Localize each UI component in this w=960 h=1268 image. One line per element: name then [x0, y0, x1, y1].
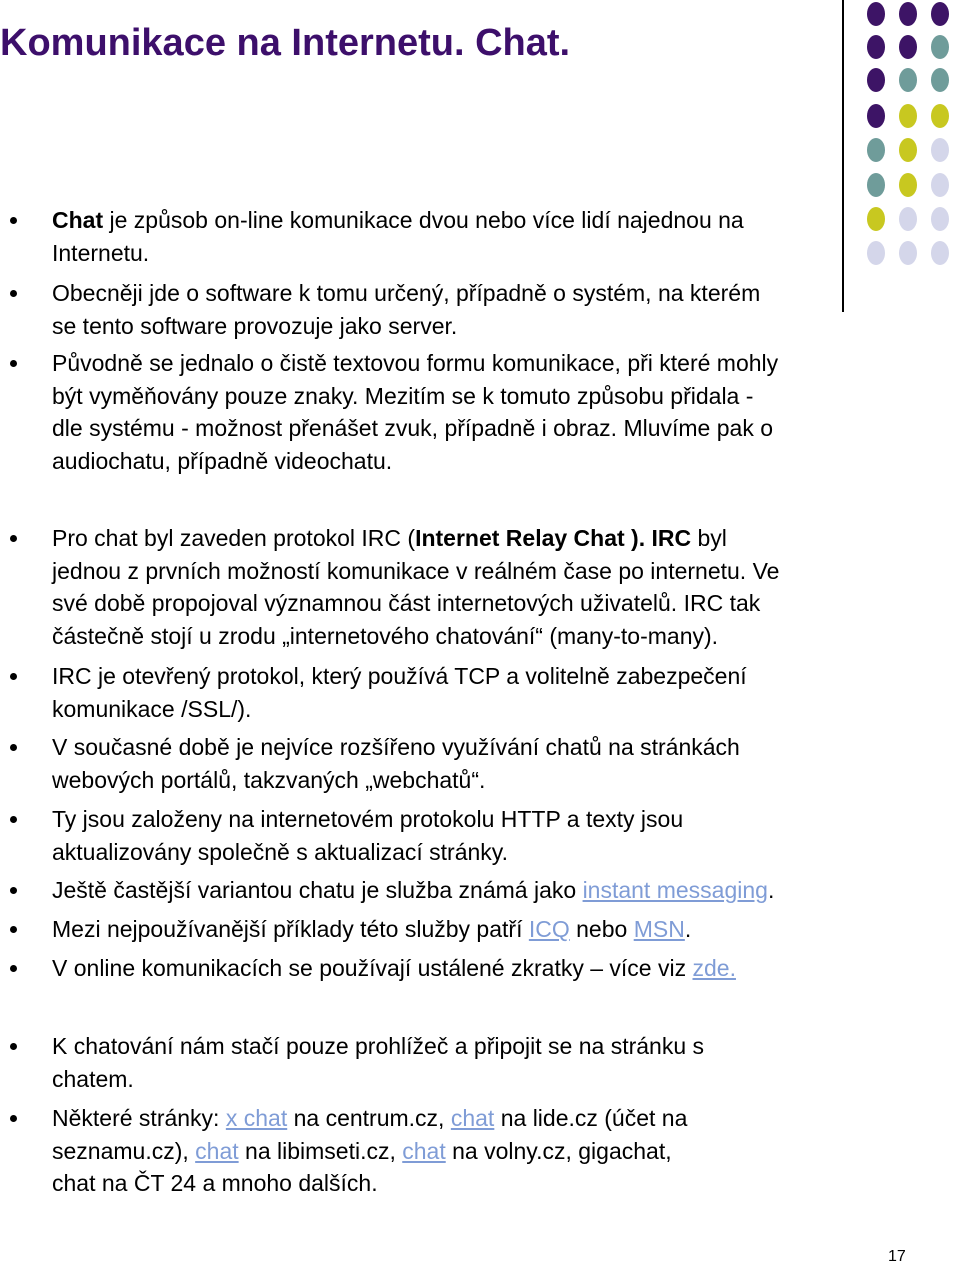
bullet-item	[52, 913, 912, 946]
text-span: své době propojoval významnou část internetových uživatelů. IRC tak	[52, 590, 761, 616]
text-span: je způsob on-line komunikace dvou nebo více lidí najednou na	[103, 207, 744, 233]
hyperlink[interactable]: chat	[450, 1105, 495, 1131]
text-line	[52, 347, 912, 380]
text-span: být vyměňovány pouze znaky. Mezitím se k tomuto způsobu přidala -	[52, 382, 754, 409]
text-line	[52, 620, 912, 653]
text-line	[52, 1030, 912, 1063]
bullet-dot-icon	[10, 887, 17, 894]
text-line	[52, 913, 912, 946]
text-span: aktualizovány společně s aktualizací stránky.	[52, 838, 508, 865]
bullet-item	[52, 204, 912, 269]
bullet-item	[52, 347, 912, 477]
text-line	[52, 1063, 912, 1096]
hyperlink[interactable]: zde.	[692, 955, 736, 981]
text-span: jednou z prvních možností komunikace v reálném čase po internetu. Ve	[52, 557, 780, 584]
text-span: na centrum.cz,	[287, 1105, 451, 1131]
text-span: audiochatu, případně videochatu.	[52, 447, 393, 474]
bullet-item	[52, 731, 912, 796]
bullet-dot-icon	[10, 965, 17, 972]
text-span: Mezi nejpoužívanější příklady této služby patří	[52, 916, 529, 942]
text-line	[52, 803, 912, 836]
hyperlink[interactable]: instant messaging	[582, 877, 768, 903]
text-span: seznamu.cz),	[52, 1137, 196, 1164]
text-span: IRC je otevřený protokol, který používá TCP a volitelně zabezpečení	[52, 663, 747, 689]
text-line	[52, 731, 912, 764]
text-span: chatem.	[52, 1065, 134, 1092]
bold-text: Chat	[52, 207, 104, 233]
text-span: .	[767, 877, 775, 903]
text-line	[52, 445, 912, 478]
bullet-item	[52, 1102, 912, 1200]
text-line	[52, 874, 912, 907]
text-span: byl	[691, 525, 727, 551]
bullet-item	[52, 803, 912, 868]
bullet-item	[52, 1030, 912, 1095]
text-line	[52, 380, 912, 413]
text-span: se tento software provozuje jako server.	[52, 312, 458, 339]
text-line	[52, 277, 912, 310]
bullet-item	[52, 952, 912, 985]
text-line	[52, 237, 912, 270]
text-span: Obecněji jde o software k tomu určený, případně o systém, na kterém	[52, 280, 761, 306]
bold-text: Internet Relay Chat ).	[415, 525, 646, 551]
text-span: Některé stránky:	[52, 1105, 226, 1131]
bullet-item	[52, 874, 912, 907]
text-span: V online komunikacích se používají ustálené zkratky – více viz	[52, 955, 693, 981]
bullet-dot-icon	[10, 1043, 17, 1050]
text-line	[52, 204, 912, 237]
hyperlink[interactable]: chat	[402, 1137, 446, 1164]
bullet-item	[52, 522, 912, 652]
bold-text: IRC	[651, 525, 692, 551]
text-line	[52, 555, 912, 588]
text-span: Ty jsou založeny na internetovém protokolu HTTP a texty jsou	[52, 806, 684, 832]
text-span: dle systému - možnost přenášet zvuk, případně i obraz. Mluvíme pak o	[52, 415, 773, 441]
hyperlink[interactable]: MSN	[633, 916, 685, 942]
text-line	[52, 522, 912, 555]
page-number: 17	[888, 1248, 906, 1265]
text-line	[52, 693, 912, 726]
text-line	[52, 660, 912, 693]
text-span: komunikace /SSL/).	[52, 695, 252, 722]
hyperlink[interactable]: x chat	[225, 1105, 288, 1131]
text-span: Internetu.	[52, 239, 150, 266]
slide-title: Komunikace na Internetu. Chat.	[0, 22, 571, 64]
bullet-dot-icon	[10, 744, 17, 751]
bullet-dot-icon	[10, 926, 17, 933]
text-line	[52, 952, 912, 985]
bullet-dot-icon	[10, 1115, 17, 1122]
text-line	[52, 1135, 912, 1168]
text-line	[52, 764, 912, 797]
bullet-item	[52, 277, 912, 342]
hyperlink[interactable]: ICQ	[528, 916, 570, 942]
text-span: na libimseti.cz,	[238, 1137, 403, 1164]
bullet-dot-icon	[10, 535, 17, 542]
text-span: chat na ČT 24 a mnoho dalších.	[52, 1170, 378, 1196]
text-line	[52, 310, 912, 343]
text-span: na lide.cz (účet na	[494, 1105, 688, 1131]
text-span: Ještě častější variantou chatu je služba známá jako	[52, 877, 583, 903]
bullet-dot-icon	[10, 290, 17, 297]
text-line	[52, 587, 912, 620]
text-line	[52, 1167, 912, 1200]
text-span: K chatování nám stačí pouze prohlížeč a připojit se na stránku s	[52, 1033, 705, 1059]
text-span: nebo	[569, 916, 634, 942]
text-span: částečně stojí u zrodu „internetového chatování“ (many-to-many).	[52, 622, 719, 649]
text-line	[52, 412, 912, 445]
text-span: V současné době je nejvíce rozšířeno využívání chatů na stránkách	[52, 734, 740, 760]
text-line	[52, 1102, 912, 1135]
text-span: Původně se jednalo o čistě textovou formu komunikace, při které mohly	[52, 350, 779, 376]
bullet-dot-icon	[10, 217, 17, 224]
bullet-item	[52, 660, 912, 725]
text-line	[52, 836, 912, 869]
text-span: webových portálů, takzvaných „webchatů“.	[52, 766, 486, 793]
text-span: Pro chat byl zaveden protokol IRC (	[52, 525, 416, 551]
bullet-dot-icon	[10, 816, 17, 823]
text-span: .	[684, 916, 692, 942]
text-span: na volny.cz, gigachat,	[445, 1137, 672, 1164]
hyperlink[interactable]: chat	[195, 1137, 239, 1164]
bullet-dot-icon	[10, 673, 17, 680]
bullet-dot-icon	[10, 360, 17, 367]
